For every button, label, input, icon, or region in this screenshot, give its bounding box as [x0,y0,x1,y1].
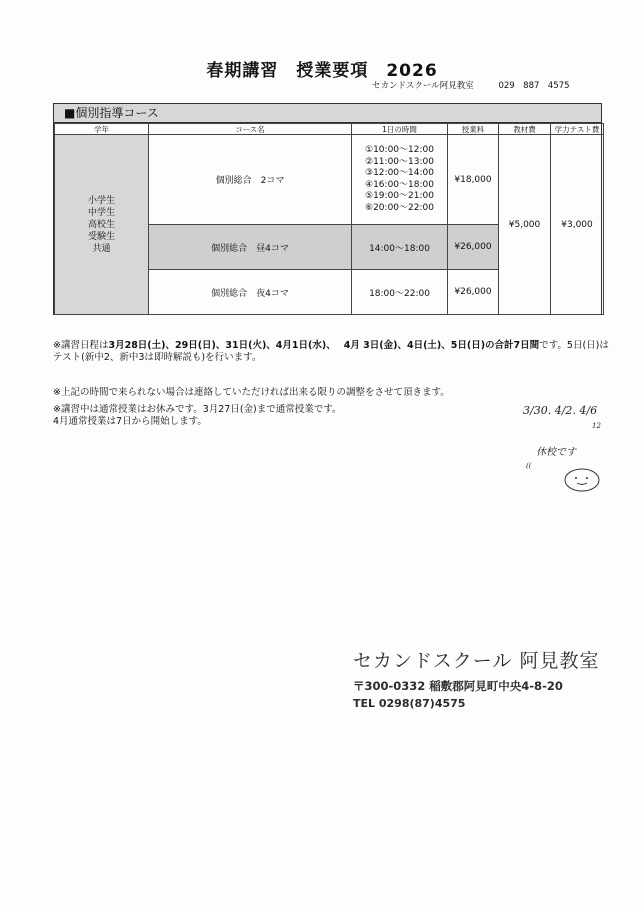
grade-item: 高校生 [87,219,115,230]
course-table [54,123,604,315]
normal-class-line: 4月通常授業は7日から開始します。 [53,416,207,427]
tuition-cell: ¥18,000 [448,135,499,225]
handwritten-tick: (( [526,462,532,470]
col-header-grade: 学年 [55,124,149,135]
time-slot: ③12:00～14:00 [365,168,434,178]
test-fee-cell: ¥3,000 [551,135,604,315]
school-stamp [353,646,599,710]
stamp-address: 〒300-0332 稲敷郡阿見町中央4-8-20 [353,679,563,693]
school-tel: 029 887 4575 [498,81,570,91]
school-contact [372,79,570,91]
schedule-dates: 3月28日(土)、29日(日)、31日(火)、4月1日(水)、 4月 3日(金)、4日(土)、5日(日)の合計7日間 [108,340,540,351]
table-header-row [55,124,604,135]
stamp-tel: TEL 0298(87)4575 [353,697,466,710]
col-header-material: 教材費 [499,124,551,135]
adjust-note: ※上記の時間で来られない場合は連絡していただければ出来る限りの調整をさせて頂きます。 [53,387,450,398]
course-name: 個別総合 夜4コマ [149,270,352,315]
handwritten-holiday: 休校です [536,447,576,458]
grade-cell [55,135,149,315]
tuition-cell: ¥26,000 [448,270,499,315]
course-table-box [53,103,602,315]
col-header-test: 学力テスト費 [551,124,604,135]
handwritten-small-number: 12 [592,422,601,430]
normal-class-note [53,404,342,428]
grade-item: 共通 [92,243,111,254]
course-heading: ■個別指導コース [54,104,601,123]
time-cell: 14:00～18:00 [352,225,448,270]
normal-class-line: ※講習中は通常授業はお休みです。3月27日(金)まで通常授業です。 [53,404,342,415]
handwritten-dates: 3/30. 4/2. 4/6 [523,404,598,417]
table-row [55,135,604,225]
course-name: 個別総合 2コマ [149,135,352,225]
time-cell: 18:00～22:00 [352,270,448,315]
time-slot: ④16:00～18:00 [365,179,434,190]
grade-item: 中学生 [87,207,115,218]
tuition-cell: ¥26,000 [448,225,499,270]
col-header-course: コース名 [149,124,352,135]
col-header-time: 1日の時間 [352,124,448,135]
schedule-suffix: です。5日(日)はテスト(新中2、新中3は即時解説も)を行います。 [53,340,609,363]
material-fee-cell: ¥5,000 [499,135,551,315]
course-name: 個別総合 昼4コマ [149,225,352,270]
schedule-prefix: ※講習日程は [53,340,109,351]
time-cell [352,135,448,225]
page-title: 春期講習 授業要項 2026 [206,61,438,81]
grade-item: 受験生 [87,231,115,242]
time-slot: ①10:00～12:00 [365,145,434,155]
time-slot: ②11:00～13:00 [365,156,434,167]
schedule-note [53,340,613,364]
stamp-name: セカンドスクール 阿見教室 [353,650,600,672]
grade-item: 小学生 [87,195,115,206]
time-slot: ⑥20:00～22:00 [365,202,434,213]
smiley-icon [562,466,602,494]
school-name: セカンドスクール阿見教室 [372,81,474,91]
time-slot: ⑤19:00～21:00 [365,191,434,201]
col-header-tuition: 授業料 [448,124,499,135]
